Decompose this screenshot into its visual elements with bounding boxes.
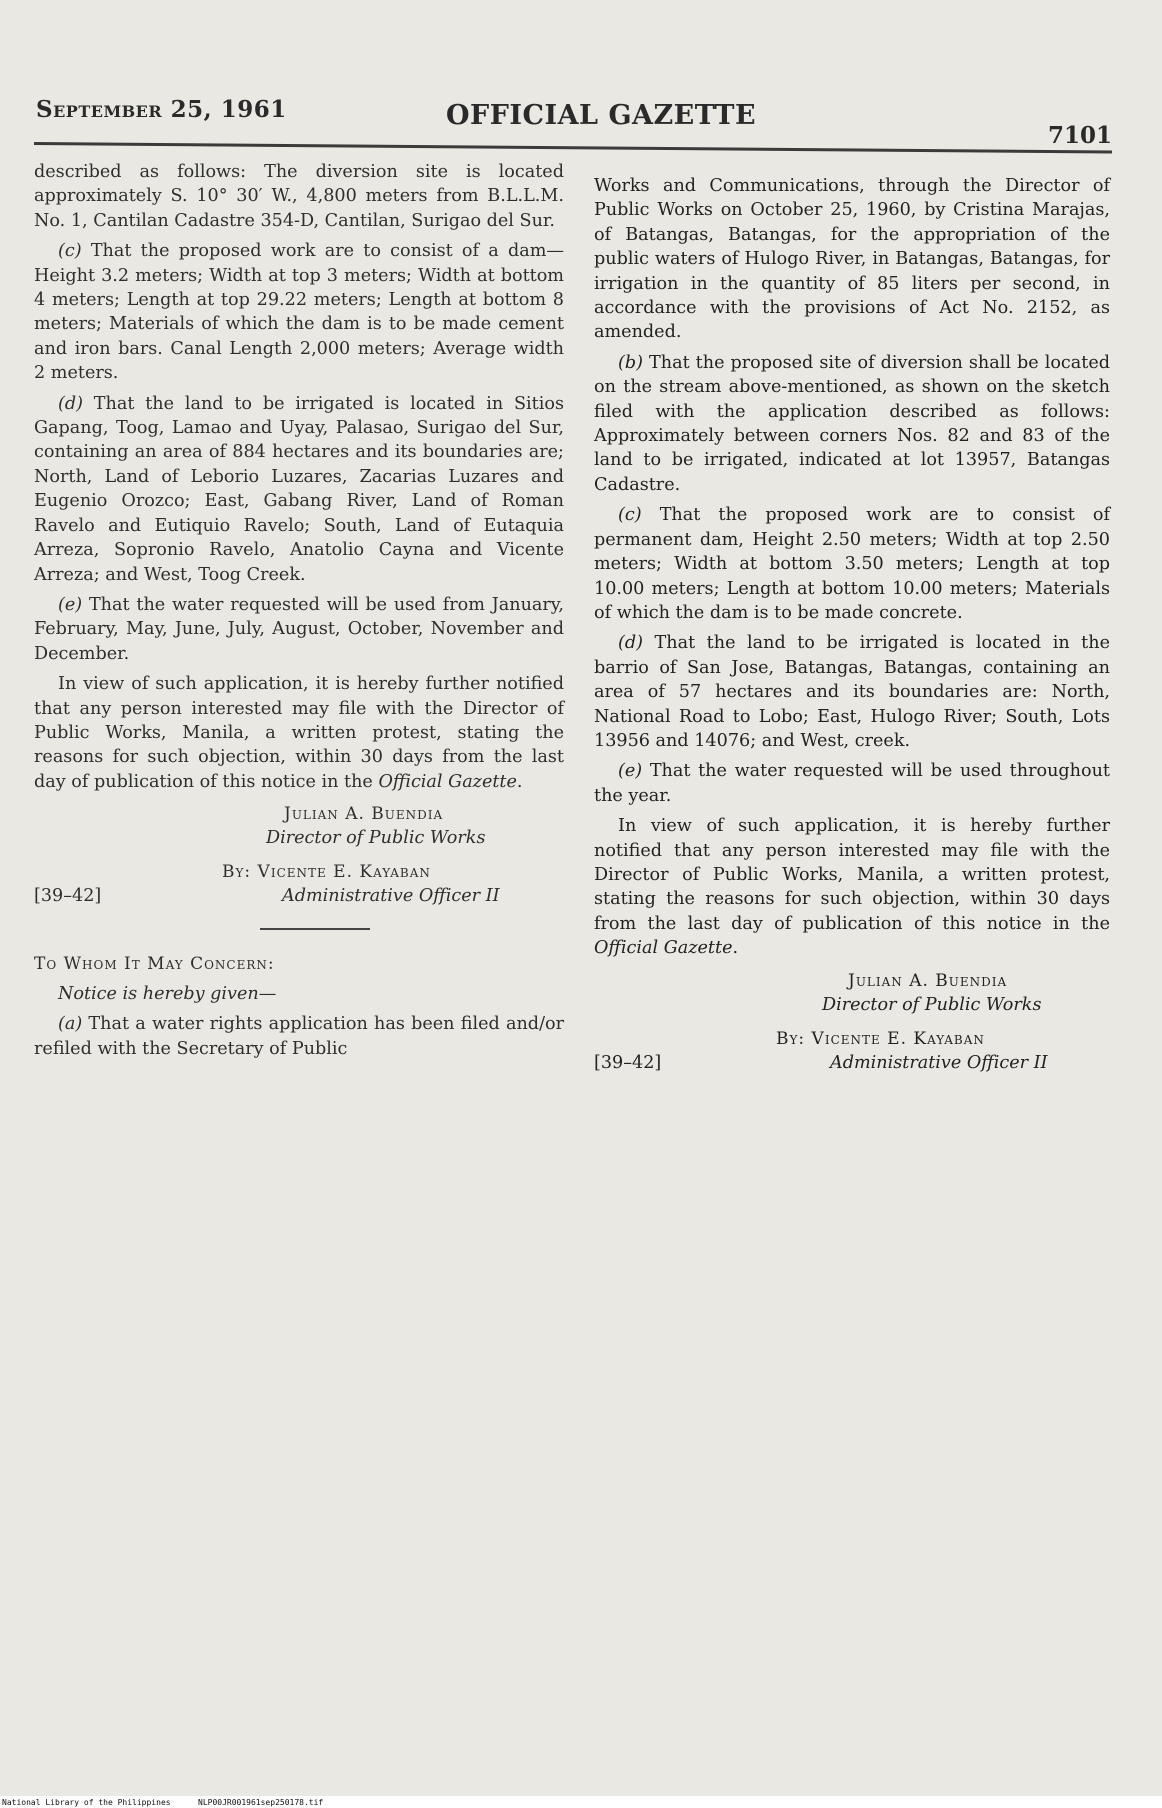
left-signatory-title: Director of Public Works <box>266 828 486 849</box>
left-gazette-italic: Official Gazette <box>378 771 517 792</box>
left-by-title: Administrative Officer II <box>282 886 500 907</box>
right-protest-paragraph <box>594 814 1110 960</box>
left-protest-end: . <box>516 771 523 792</box>
left-paragraph-a <box>34 1012 564 1061</box>
left-d-letter: (d) <box>58 393 83 414</box>
left-paragraph-e <box>34 593 564 666</box>
left-protest-paragraph <box>34 672 564 794</box>
right-paragraph-d <box>594 631 1110 753</box>
left-column <box>34 160 564 1067</box>
scan-footer <box>0 1797 1162 1808</box>
left-e-text: That the water requested will be used from January, February, May, June, July, August, October, November and December. <box>34 594 564 664</box>
left-paragraph-d <box>34 392 564 587</box>
right-by-line: By: Vicente E. Kayaban <box>776 1028 985 1049</box>
left-d-text: That the land to be irrigated is located in Sitios Gapang, Toog, Lamao and Uyay, Palasao, Surigao del Sur, containing an area of 884 hectares and its boundaries are; North, Land of Leborio Luzares, Zacarias Luzares and Eugenio Orozco; East, Gabang River, Land of Roman Ravelo and Eutiquio Ravelo; South, Land of Eutaquia Arreza, Sopronio Ravelo, Anatolio Cayna and Vicente Arreza; and West, Toog Creek. <box>34 393 564 585</box>
left-c-text: That the proposed work are to consist of a dam—Height 3.2 meters; Width at top 3 meters; Width at bottom 4 meters; Length at top 29.22 meters; Length at bottom 8 meters; Materials of which the dam is to be made cement and iron bars. Canal Length 2,000 meters; Average width 2 meters. <box>34 241 564 384</box>
left-signature-block <box>34 802 564 922</box>
right-issue-ref: [39–42] <box>594 1052 662 1073</box>
right-d-text: That the land to be irrigated is located in the barrio of San Jose, Batangas, Batangas, containing an area of 57 hectares and its boundaries are: North, National Road to Lobo; East, Hulogo River; South, Lots 13956 and 14076; and West, creek. <box>594 633 1110 751</box>
left-signatory-name: Julian A. Buendia <box>284 804 444 825</box>
right-paragraph-b <box>594 351 1110 497</box>
left-e-letter: (e) <box>58 594 83 615</box>
page-header <box>36 92 1112 149</box>
header-date: September 25, 1961 <box>36 96 287 123</box>
left-a-letter: (a) <box>58 1014 83 1035</box>
right-by-title: Administrative Officer II <box>830 1052 1048 1073</box>
section-divider <box>260 928 370 930</box>
footer-library: National Library of the Philippines <box>2 1798 171 1807</box>
right-protest-text: In view of such application, it is hereby further notified that any person interested may file with the Director of Public Works, Manila, a written protest, stating the reasons for such objection, within 30 days from the last day of publication of this notice in the <box>594 816 1110 934</box>
left-a-text: That a water rights application has been filed and/or refiled with the Secretary of Public <box>34 1014 564 1059</box>
right-paragraph-c <box>594 503 1110 625</box>
right-signatory-title: Director of Public Works <box>822 994 1042 1015</box>
right-protest-end: . <box>732 938 739 959</box>
right-gazette-italic: Official Gazette <box>594 938 733 959</box>
header-rule <box>34 142 1112 153</box>
right-e-text: That the water requested will be used throughout the year. <box>594 761 1110 806</box>
left-paragraph-c <box>34 239 564 385</box>
right-e-letter: (e) <box>618 761 643 782</box>
left-intro-paragraph: described as follows: The diversion site is located approximately S. 10° 30′ W., 4,800 meters from B.L.L.M. No. 1, Cantilan Cadastre 354-D, Cantilan, Surigao del Sur. <box>34 162 564 231</box>
page-number: 7101 <box>1047 122 1112 149</box>
right-intro-paragraph: Works and Communications, through the Director of Public Works on October 25, 1960, by Cristina Marajas, of Batangas, Batangas, for the appropriation of the public waters of Hulogo River, in Batangas, Batangas, for irrigation in the quantity of 85 liters per second, in accordance with the provisions of Act No. 2152, as amended. <box>594 176 1110 343</box>
right-paragraph-e <box>594 759 1110 808</box>
left-by-line: By: Vicente E. Kayaban <box>222 862 431 883</box>
right-c-letter: (c) <box>618 505 642 526</box>
right-column <box>594 174 1110 1089</box>
right-b-text: That the proposed site of diversion shall be located on the stream above-mentioned, as shown on the sketch filed with the application described as follows: Approximately between corners Nos. 82 and 83 of the land to be irrigated, indicated at lot 13957, Batangas Cadastre. <box>594 352 1110 495</box>
left-issue-ref: [39–42] <box>34 886 102 907</box>
left-c-letter: (c) <box>58 241 82 262</box>
right-b-letter: (b) <box>618 352 643 373</box>
right-c-text: That the proposed work are to consist of permanent dam, Height 2.50 meters; Width at top 2.50 meters; Width at bottom 3.50 meters; Length at top 10.00 meters; Length at bottom 10.00 meters; Materials of which the dam is to be made concrete. <box>594 505 1110 623</box>
right-signature-block <box>594 969 1110 1089</box>
notice-line: Notice is hereby given— <box>58 984 277 1005</box>
header-title: OFFICIAL GAZETTE <box>446 100 757 131</box>
footer-file-id: NLP00JR001961sep250178.tif <box>198 1798 324 1807</box>
salutation: To Whom It May Concern: <box>34 953 275 974</box>
left-protest-text: In view of such application, it is hereby further notified that any person interested may file with the Director of Public Works, Manila, a written protest, stating the reasons for such objection, within 30 days from the last day of publication of this notice in the <box>34 674 564 792</box>
right-d-letter: (d) <box>618 633 643 654</box>
right-signatory-name: Julian A. Buendia <box>848 970 1008 991</box>
